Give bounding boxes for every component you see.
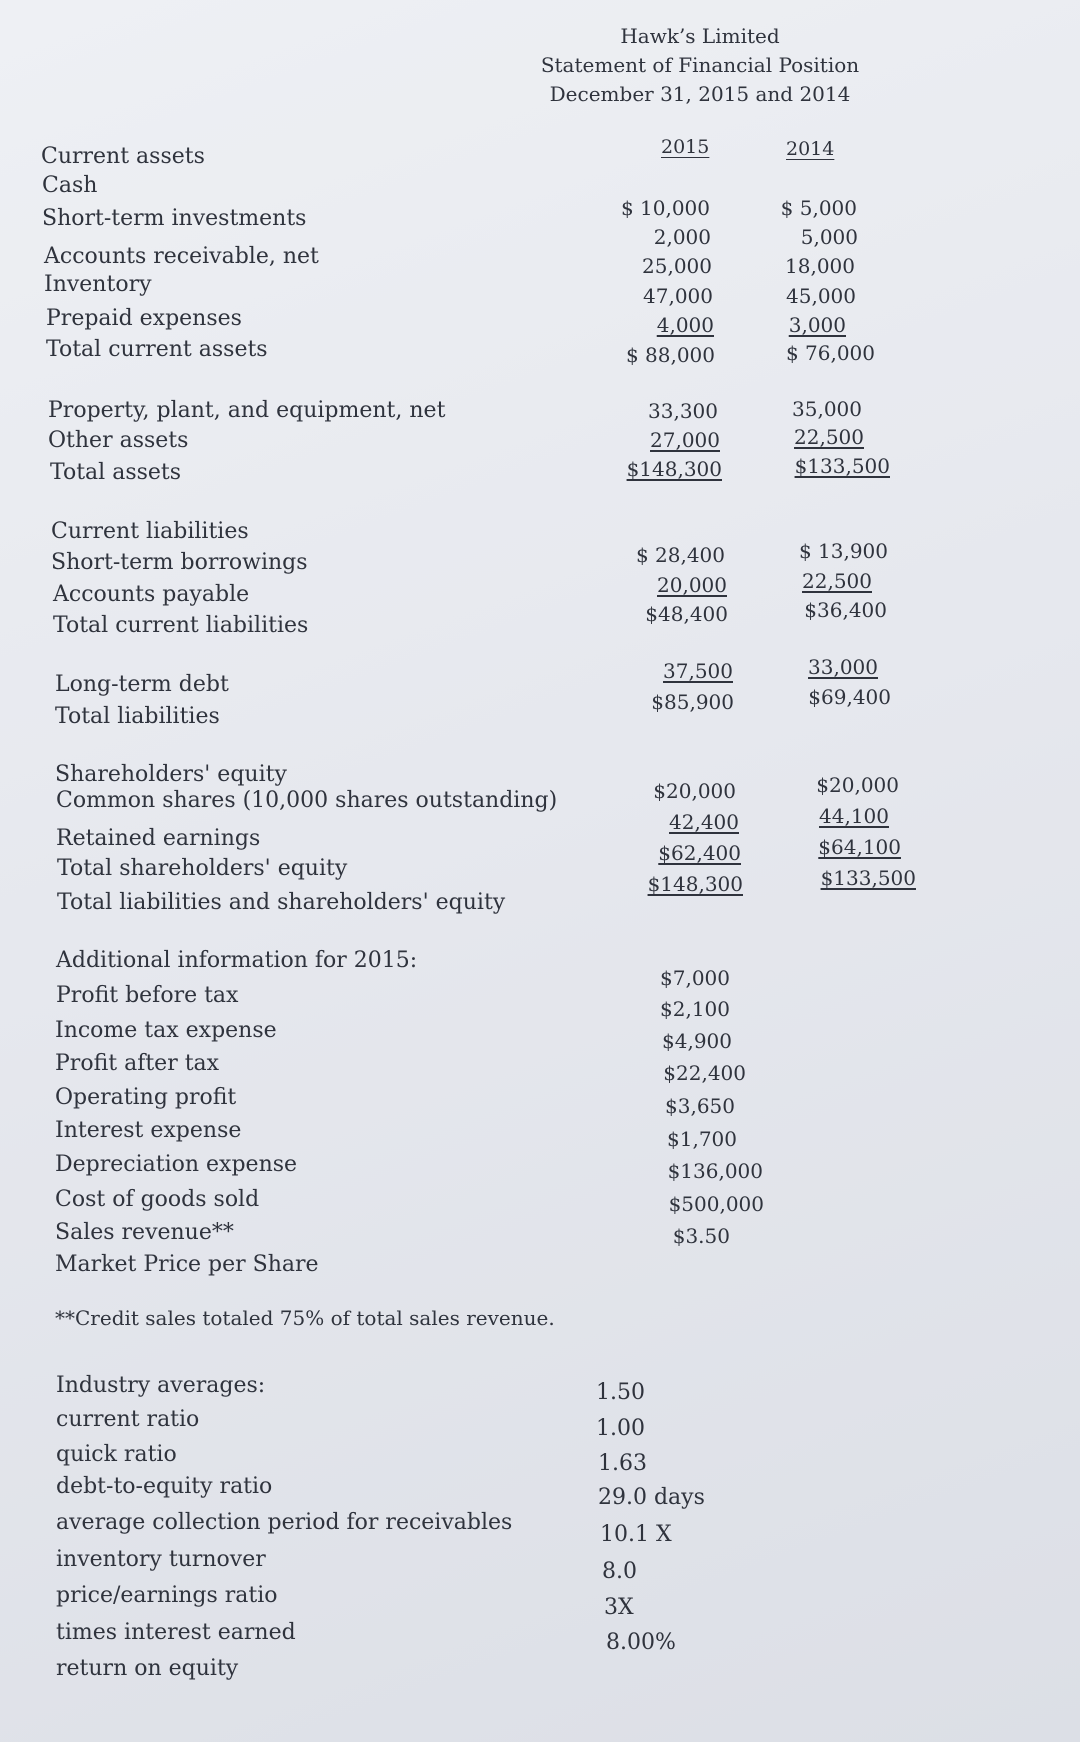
industry-value: 3X bbox=[604, 1595, 634, 1620]
value-2014: $64,100 bbox=[818, 835, 901, 859]
value-2015: $148,300 bbox=[647, 872, 743, 896]
column-2015: 2015 bbox=[661, 136, 710, 158]
row-label: Accounts receivable, net bbox=[44, 244, 319, 269]
value-2015: 47,000 bbox=[643, 284, 713, 308]
row-label: average collection period for receivables bbox=[56, 1510, 513, 1535]
row-label: Short-term investments bbox=[42, 206, 307, 231]
additional-value: $1,700 bbox=[667, 1127, 737, 1151]
row-label: quick ratio bbox=[56, 1442, 177, 1467]
row-label: Cost of goods sold bbox=[55, 1187, 260, 1212]
industry-value: 1.00 bbox=[596, 1416, 645, 1441]
row-label: Property, plant, and equipment, net bbox=[48, 398, 446, 423]
row-label: current ratio bbox=[56, 1407, 200, 1432]
additional-value: $7,000 bbox=[660, 966, 730, 990]
row-label: return on equity bbox=[56, 1656, 239, 1681]
section-title-additional: Additional information for 2015: bbox=[56, 948, 418, 973]
section-title-equity: Shareholders' equity bbox=[55, 762, 287, 787]
additional-value: $22,400 bbox=[663, 1061, 746, 1085]
additional-value: $136,000 bbox=[667, 1159, 763, 1183]
value-2015: 4,000 bbox=[656, 313, 714, 337]
value-2014: $ 76,000 bbox=[785, 341, 875, 365]
row-label: inventory turnover bbox=[56, 1547, 266, 1572]
row-label: Interest expense bbox=[55, 1118, 242, 1143]
value-2014: 33,000 bbox=[808, 655, 878, 679]
row-label: times interest earned bbox=[56, 1620, 296, 1645]
row-label: Operating profit bbox=[55, 1085, 237, 1110]
statement-title: Statement of Financial Position bbox=[540, 53, 860, 77]
value-2014: $ 13,900 bbox=[798, 539, 888, 563]
industry-value: 8.00% bbox=[606, 1630, 676, 1655]
value-2014: $69,400 bbox=[808, 685, 891, 709]
row-label: Total current liabilities bbox=[53, 613, 309, 638]
row-label: Cash bbox=[42, 173, 98, 198]
value-2015: $85,900 bbox=[651, 690, 734, 714]
value-2014: 5,000 bbox=[800, 225, 858, 249]
section-title-current-assets: Current assets bbox=[41, 144, 205, 169]
column-2014: 2014 bbox=[786, 138, 835, 160]
row-label: Profit before tax bbox=[56, 983, 239, 1008]
row-label: Accounts payable bbox=[53, 582, 250, 607]
value-2014: $133,500 bbox=[794, 454, 890, 478]
row-label: Market Price per Share bbox=[55, 1252, 319, 1277]
value-2014: 18,000 bbox=[785, 254, 855, 278]
row-label: Depreciation expense bbox=[55, 1152, 298, 1177]
value-2015: 2,000 bbox=[653, 225, 711, 249]
additional-value: $3.50 bbox=[672, 1224, 730, 1248]
row-label: Prepaid expenses bbox=[46, 306, 242, 331]
value-2014: 22,500 bbox=[794, 425, 864, 449]
row-label: Retained earnings bbox=[56, 826, 261, 851]
value-2015: 42,400 bbox=[669, 810, 739, 834]
row-label: Total liabilities and shareholders' equity bbox=[57, 890, 506, 915]
row-label: price/earnings ratio bbox=[56, 1583, 278, 1608]
industry-value: 29.0 days bbox=[598, 1485, 705, 1510]
row-label: Income tax expense bbox=[55, 1018, 277, 1043]
value-2015: $ 10,000 bbox=[620, 196, 710, 220]
value-2015: $48,400 bbox=[645, 602, 728, 626]
statement-dates: December 31, 2015 and 2014 bbox=[549, 82, 851, 106]
statement-header bbox=[540, 22, 860, 109]
row-label: Total current assets bbox=[46, 337, 268, 362]
value-2015: 37,500 bbox=[663, 659, 733, 683]
row-label: Inventory bbox=[44, 272, 152, 297]
value-2014: $20,000 bbox=[816, 773, 899, 797]
value-2014: $133,500 bbox=[820, 866, 916, 890]
value-2015: 27,000 bbox=[650, 428, 720, 452]
value-2014: 22,500 bbox=[802, 569, 872, 593]
section-title-industry: Industry averages: bbox=[56, 1373, 266, 1398]
value-2014: 35,000 bbox=[792, 397, 862, 421]
industry-value: 10.1 X bbox=[600, 1522, 672, 1547]
value-2014: 44,100 bbox=[819, 804, 889, 828]
value-2014: $ 5,000 bbox=[780, 196, 857, 220]
value-2015: $ 88,000 bbox=[625, 343, 715, 367]
value-2015: 25,000 bbox=[642, 254, 712, 278]
value-2015: $148,300 bbox=[626, 457, 722, 481]
row-label: Other assets bbox=[48, 428, 189, 453]
additional-value: $2,100 bbox=[660, 997, 730, 1021]
industry-value: 8.0 bbox=[602, 1559, 637, 1584]
additional-value: $4,900 bbox=[662, 1029, 732, 1053]
value-2015: $ 28,400 bbox=[635, 543, 725, 567]
additional-value: $3,650 bbox=[665, 1094, 735, 1118]
value-2015: $20,000 bbox=[653, 779, 736, 803]
value-2015: $62,400 bbox=[658, 841, 741, 865]
row-label: Sales revenue** bbox=[55, 1220, 234, 1245]
industry-value: 1.63 bbox=[598, 1451, 647, 1476]
industry-value: 1.50 bbox=[596, 1380, 645, 1405]
footnote: **Credit sales totaled 75% of total sales revenue. bbox=[55, 1306, 555, 1330]
company-name: Hawk’s Limited bbox=[620, 24, 780, 48]
value-2014: 3,000 bbox=[788, 313, 846, 337]
row-label: Short-term borrowings bbox=[51, 550, 308, 575]
row-label: Total liabilities bbox=[55, 704, 220, 729]
value-2015: 20,000 bbox=[657, 573, 727, 597]
row-label: Long-term debt bbox=[55, 672, 229, 697]
additional-value: $500,000 bbox=[668, 1192, 764, 1216]
value-2015: 33,300 bbox=[648, 399, 718, 423]
value-2014: $36,400 bbox=[804, 598, 887, 622]
value-2014: 45,000 bbox=[786, 284, 856, 308]
row-label: debt-to-equity ratio bbox=[56, 1474, 273, 1499]
row-label: Profit after tax bbox=[55, 1051, 220, 1076]
row-label: Total shareholders' equity bbox=[57, 856, 348, 881]
section-title-current-liabilities: Current liabilities bbox=[51, 519, 249, 544]
row-label: Common shares (10,000 shares outstanding) bbox=[56, 788, 558, 813]
row-label: Total assets bbox=[50, 460, 182, 485]
